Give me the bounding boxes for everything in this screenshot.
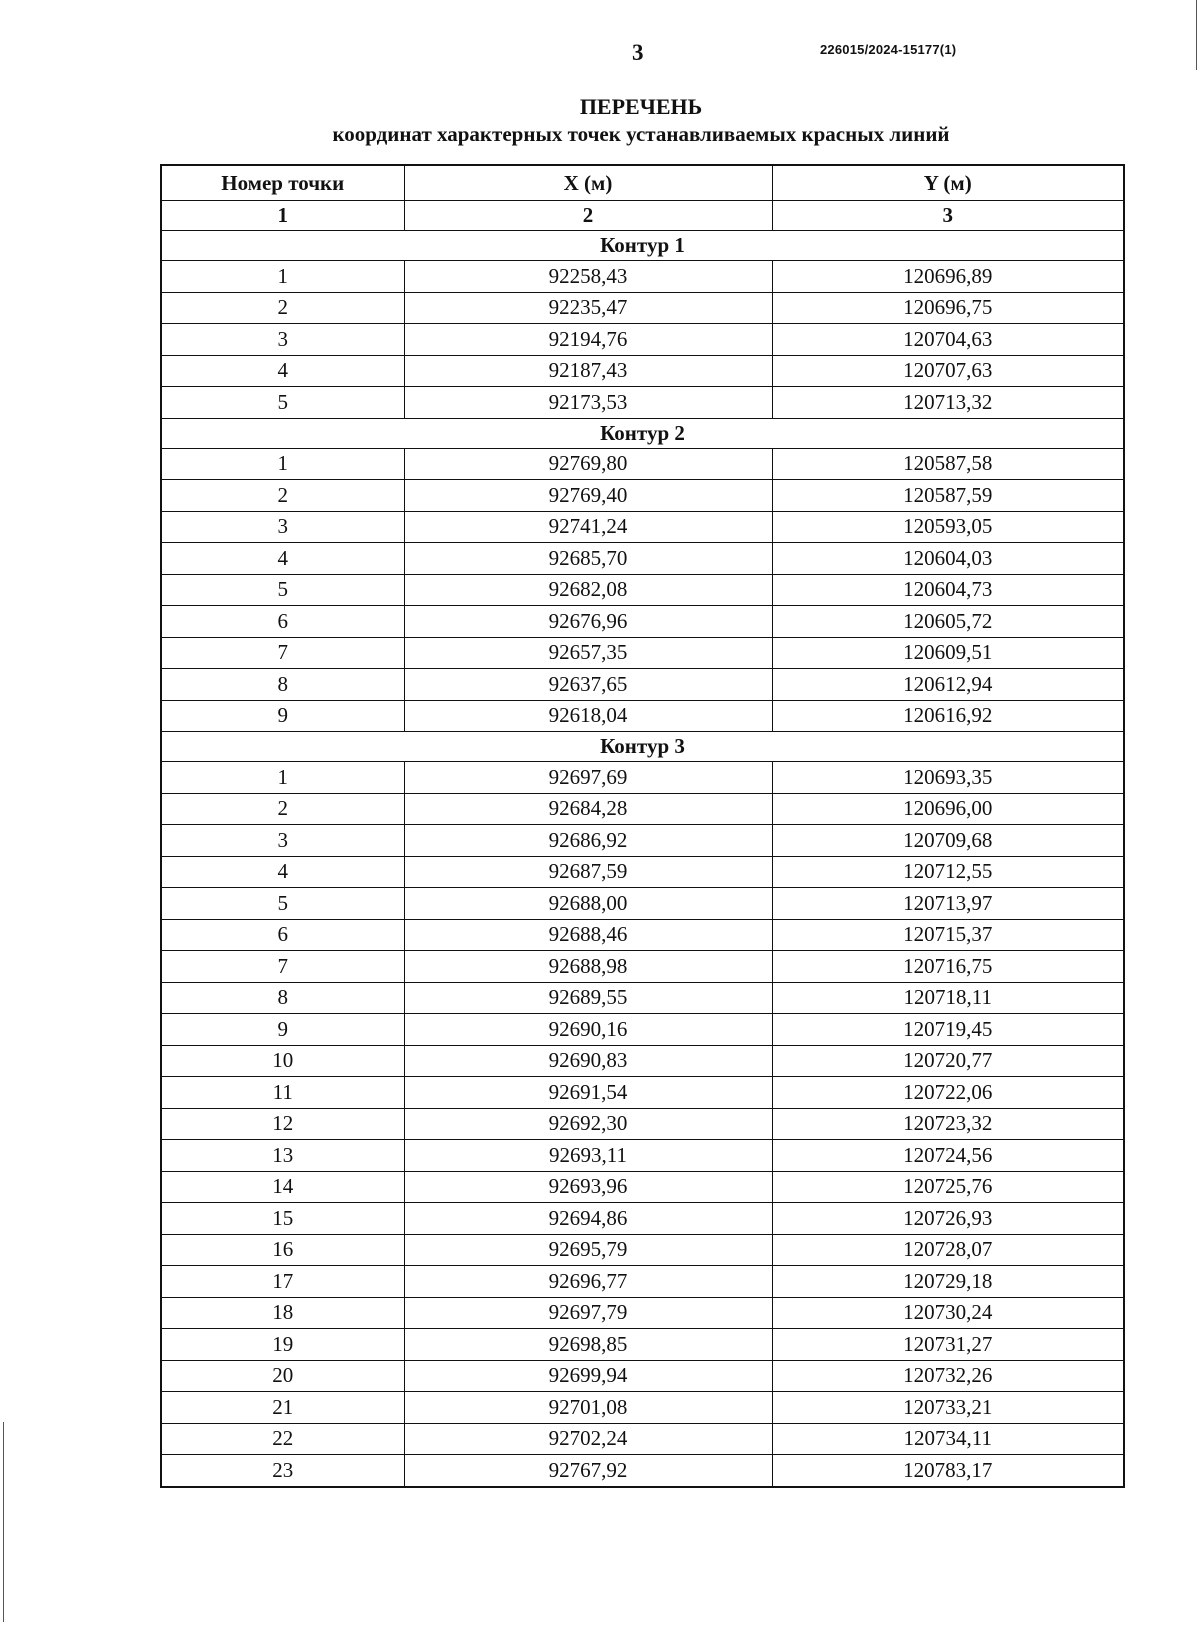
y-coordinate-cell: 120616,92 xyxy=(772,700,1124,732)
x-coordinate-cell: 92702,24 xyxy=(404,1423,772,1455)
x-coordinate-cell: 92618,04 xyxy=(404,700,772,732)
table-row xyxy=(161,511,1124,543)
point-number-cell: 4 xyxy=(161,856,404,888)
y-coordinate-cell: 120718,11 xyxy=(772,982,1124,1014)
table-row xyxy=(161,1171,1124,1203)
point-number-cell: 12 xyxy=(161,1108,404,1140)
y-coordinate-cell: 120712,55 xyxy=(772,856,1124,888)
y-coordinate-cell: 120604,73 xyxy=(772,574,1124,606)
table-row xyxy=(161,606,1124,638)
y-coordinate-cell: 120730,24 xyxy=(772,1297,1124,1329)
table-row xyxy=(161,1392,1124,1424)
contour-header-row xyxy=(161,418,1124,448)
y-coordinate-cell: 120704,63 xyxy=(772,324,1124,356)
x-coordinate-cell: 92695,79 xyxy=(404,1234,772,1266)
point-number-cell: 16 xyxy=(161,1234,404,1266)
y-coordinate-cell: 120734,11 xyxy=(772,1423,1124,1455)
point-number-cell: 19 xyxy=(161,1329,404,1361)
x-coordinate-cell: 92685,70 xyxy=(404,543,772,575)
x-coordinate-cell: 92187,43 xyxy=(404,355,772,387)
x-coordinate-cell: 92698,85 xyxy=(404,1329,772,1361)
x-coordinate-cell: 92686,92 xyxy=(404,825,772,857)
table-row xyxy=(161,543,1124,575)
point-number-cell: 6 xyxy=(161,919,404,951)
x-coordinate-cell: 92689,55 xyxy=(404,982,772,1014)
column-number-2: 2 xyxy=(404,201,772,231)
x-coordinate-cell: 92690,16 xyxy=(404,1014,772,1046)
point-number-cell: 23 xyxy=(161,1455,404,1487)
x-coordinate-cell: 92637,65 xyxy=(404,669,772,701)
table-row xyxy=(161,355,1124,387)
column-number-1: 1 xyxy=(161,201,404,231)
document-title: ПЕРЕЧЕНЬ xyxy=(579,94,703,119)
y-coordinate-cell: 120716,75 xyxy=(772,951,1124,983)
table-row xyxy=(161,448,1124,480)
contour-header-row xyxy=(161,732,1124,762)
y-coordinate-cell: 120587,59 xyxy=(772,480,1124,512)
y-coordinate-cell: 120719,45 xyxy=(772,1014,1124,1046)
y-coordinate-cell: 120593,05 xyxy=(772,511,1124,543)
x-coordinate-cell: 92688,00 xyxy=(404,888,772,920)
table-row xyxy=(161,1297,1124,1329)
point-number-cell: 2 xyxy=(161,480,404,512)
x-coordinate-cell: 92769,80 xyxy=(404,448,772,480)
point-number-cell: 1 xyxy=(161,261,404,293)
scan-margin-mark xyxy=(1196,0,1197,70)
point-number-cell: 7 xyxy=(161,637,404,669)
table-row xyxy=(161,982,1124,1014)
table-row xyxy=(161,1234,1124,1266)
x-coordinate-cell: 92699,94 xyxy=(404,1360,772,1392)
y-coordinate-cell: 120722,06 xyxy=(772,1077,1124,1109)
y-coordinate-cell: 120728,07 xyxy=(772,1234,1124,1266)
point-number-cell: 8 xyxy=(161,982,404,1014)
y-coordinate-cell: 120612,94 xyxy=(772,669,1124,701)
table-row xyxy=(161,951,1124,983)
point-number-cell: 3 xyxy=(161,324,404,356)
y-coordinate-cell: 120715,37 xyxy=(772,919,1124,951)
point-number-cell: 11 xyxy=(161,1077,404,1109)
table-row xyxy=(161,1329,1124,1361)
x-coordinate-cell: 92697,69 xyxy=(404,762,772,794)
column-number-row xyxy=(161,201,1124,231)
table-row xyxy=(161,919,1124,951)
x-coordinate-cell: 92676,96 xyxy=(404,606,772,638)
table-row xyxy=(161,888,1124,920)
y-coordinate-cell: 120726,93 xyxy=(772,1203,1124,1235)
x-coordinate-cell: 92682,08 xyxy=(404,574,772,606)
table-row xyxy=(161,261,1124,293)
point-number-cell: 5 xyxy=(161,387,404,419)
table-row xyxy=(161,292,1124,324)
point-number-cell: 3 xyxy=(161,511,404,543)
x-coordinate-cell: 92684,28 xyxy=(404,793,772,825)
point-number-cell: 1 xyxy=(161,448,404,480)
y-coordinate-cell: 120604,03 xyxy=(772,543,1124,575)
y-coordinate-cell: 120696,00 xyxy=(772,793,1124,825)
point-number-cell: 14 xyxy=(161,1171,404,1203)
table-header-row xyxy=(161,165,1124,201)
y-coordinate-cell: 120713,97 xyxy=(772,888,1124,920)
x-coordinate-cell: 92691,54 xyxy=(404,1077,772,1109)
y-coordinate-cell: 120707,63 xyxy=(772,355,1124,387)
y-coordinate-cell: 120709,68 xyxy=(772,825,1124,857)
table-body xyxy=(161,201,1124,1487)
table-row xyxy=(161,700,1124,732)
table-row xyxy=(161,1108,1124,1140)
x-coordinate-cell: 92692,30 xyxy=(404,1108,772,1140)
column-header-y: Y (м) xyxy=(772,165,1124,201)
point-number-cell: 10 xyxy=(161,1045,404,1077)
point-number-cell: 13 xyxy=(161,1140,404,1172)
column-header-x: X (м) xyxy=(404,165,772,201)
table-row xyxy=(161,574,1124,606)
column-number-3: 3 xyxy=(772,201,1124,231)
y-coordinate-cell: 120783,17 xyxy=(772,1455,1124,1487)
x-coordinate-cell: 92173,53 xyxy=(404,387,772,419)
table-row xyxy=(161,762,1124,794)
x-coordinate-cell: 92697,79 xyxy=(404,1297,772,1329)
point-number-cell: 1 xyxy=(161,762,404,794)
y-coordinate-cell: 120724,56 xyxy=(772,1140,1124,1172)
x-coordinate-cell: 92696,77 xyxy=(404,1266,772,1298)
y-coordinate-cell: 120587,58 xyxy=(772,448,1124,480)
table-row xyxy=(161,387,1124,419)
point-number-cell: 18 xyxy=(161,1297,404,1329)
table-row xyxy=(161,1203,1124,1235)
x-coordinate-cell: 92194,76 xyxy=(404,324,772,356)
table-row xyxy=(161,1014,1124,1046)
document-subtitle: координат характерных точек устанавливаемых красных линий xyxy=(332,122,950,146)
point-number-cell: 3 xyxy=(161,825,404,857)
table-row xyxy=(161,1140,1124,1172)
table-row xyxy=(161,1266,1124,1298)
point-number-cell: 8 xyxy=(161,669,404,701)
table-row xyxy=(161,1360,1124,1392)
x-coordinate-cell: 92741,24 xyxy=(404,511,772,543)
y-coordinate-cell: 120696,89 xyxy=(772,261,1124,293)
scan-margin-mark xyxy=(3,1422,4,1622)
table-row xyxy=(161,1077,1124,1109)
point-number-cell: 21 xyxy=(161,1392,404,1424)
table-row xyxy=(161,324,1124,356)
x-coordinate-cell: 92693,96 xyxy=(404,1171,772,1203)
table-row xyxy=(161,1423,1124,1455)
x-coordinate-cell: 92688,98 xyxy=(404,951,772,983)
contour-header-row xyxy=(161,231,1124,261)
table-row xyxy=(161,1455,1124,1487)
table-row xyxy=(161,856,1124,888)
y-coordinate-cell: 120696,75 xyxy=(772,292,1124,324)
point-number-cell: 20 xyxy=(161,1360,404,1392)
x-coordinate-cell: 92693,11 xyxy=(404,1140,772,1172)
x-coordinate-cell: 92687,59 xyxy=(404,856,772,888)
y-coordinate-cell: 120729,18 xyxy=(772,1266,1124,1298)
y-coordinate-cell: 120609,51 xyxy=(772,637,1124,669)
x-coordinate-cell: 92657,35 xyxy=(404,637,772,669)
x-coordinate-cell: 92694,86 xyxy=(404,1203,772,1235)
y-coordinate-cell: 120693,35 xyxy=(772,762,1124,794)
y-coordinate-cell: 120720,77 xyxy=(772,1045,1124,1077)
x-coordinate-cell: 92235,47 xyxy=(404,292,772,324)
point-number-cell: 4 xyxy=(161,355,404,387)
table-row xyxy=(161,825,1124,857)
table-row xyxy=(161,1045,1124,1077)
contour-label: Контур 3 xyxy=(161,732,1124,762)
x-coordinate-cell: 92690,83 xyxy=(404,1045,772,1077)
x-coordinate-cell: 92701,08 xyxy=(404,1392,772,1424)
point-number-cell: 7 xyxy=(161,951,404,983)
point-number-cell: 5 xyxy=(161,888,404,920)
point-number-cell: 9 xyxy=(161,1014,404,1046)
y-coordinate-cell: 120725,76 xyxy=(772,1171,1124,1203)
x-coordinate-cell: 92258,43 xyxy=(404,261,772,293)
y-coordinate-cell: 120605,72 xyxy=(772,606,1124,638)
point-number-cell: 9 xyxy=(161,700,404,732)
point-number-cell: 22 xyxy=(161,1423,404,1455)
x-coordinate-cell: 92767,92 xyxy=(404,1455,772,1487)
x-coordinate-cell: 92688,46 xyxy=(404,919,772,951)
table-row xyxy=(161,480,1124,512)
point-number-cell: 2 xyxy=(161,793,404,825)
y-coordinate-cell: 120732,26 xyxy=(772,1360,1124,1392)
y-coordinate-cell: 120723,32 xyxy=(772,1108,1124,1140)
point-number-cell: 2 xyxy=(161,292,404,324)
coordinates-table xyxy=(160,164,1125,1488)
document-number: 226015/2024-15177(1) xyxy=(820,42,957,57)
point-number-cell: 15 xyxy=(161,1203,404,1235)
contour-label: Контур 1 xyxy=(161,231,1124,261)
point-number-cell: 17 xyxy=(161,1266,404,1298)
y-coordinate-cell: 120731,27 xyxy=(772,1329,1124,1361)
column-header-point-number: Номер точки xyxy=(161,165,404,201)
y-coordinate-cell: 120733,21 xyxy=(772,1392,1124,1424)
point-number-cell: 5 xyxy=(161,574,404,606)
y-coordinate-cell: 120713,32 xyxy=(772,387,1124,419)
table-row xyxy=(161,793,1124,825)
x-coordinate-cell: 92769,40 xyxy=(404,480,772,512)
point-number-cell: 4 xyxy=(161,543,404,575)
table-row xyxy=(161,637,1124,669)
page-number: 3 xyxy=(632,40,644,65)
contour-label: Контур 2 xyxy=(161,418,1124,448)
table-row xyxy=(161,669,1124,701)
point-number-cell: 6 xyxy=(161,606,404,638)
